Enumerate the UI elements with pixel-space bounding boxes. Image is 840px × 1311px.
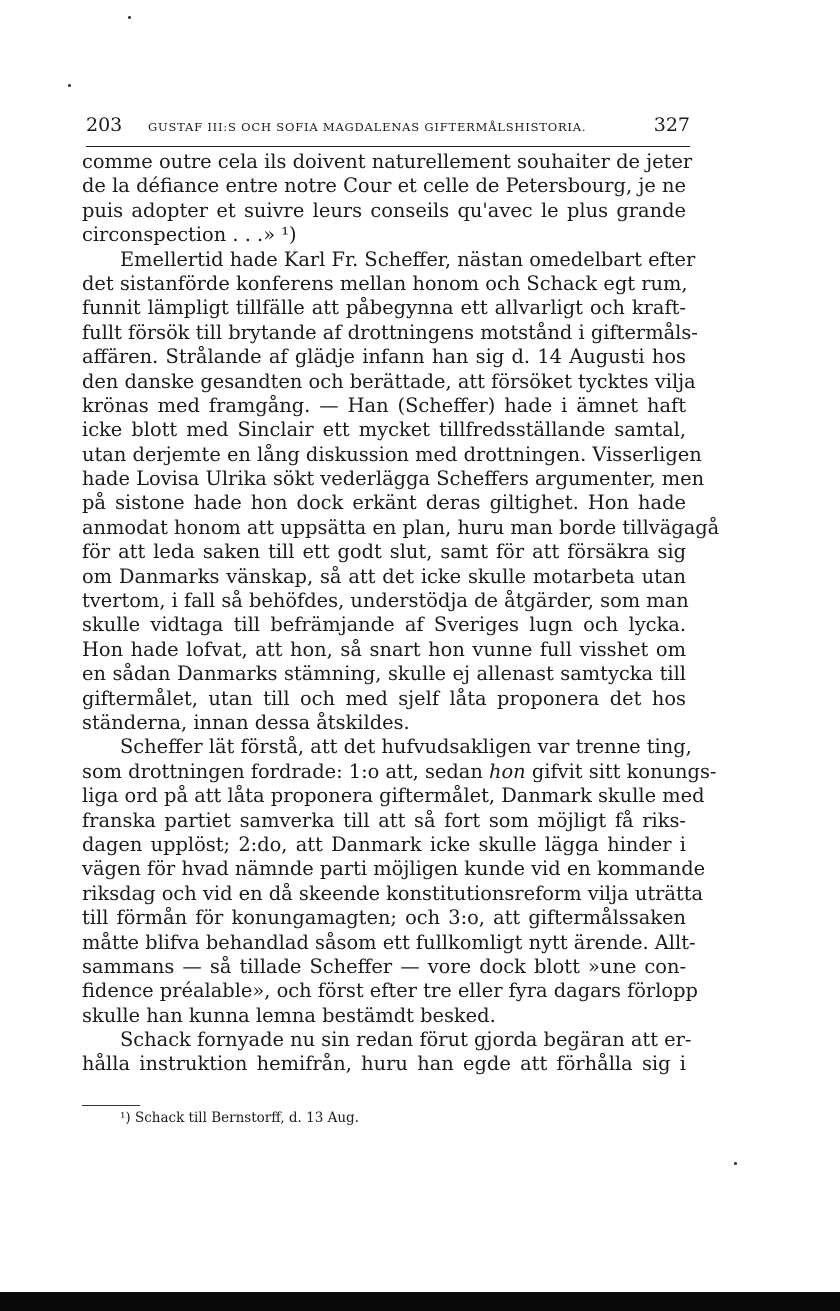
scan-border xyxy=(0,1292,840,1311)
volume-page-number: 203 xyxy=(86,114,123,136)
text-line: franska partiet samverka till att så fort som möjligt få riks- xyxy=(82,808,686,832)
text-line: liga ord på att låta proponera giftermålet, Danmark skulle med xyxy=(82,784,705,808)
text-line: fidence préalable», och först efter tre eller fyra dagars förlopp xyxy=(82,979,698,1003)
text-line: de la défiance entre notre Cour et celle de Petersbourg, je ne xyxy=(82,174,686,198)
text-line: sammans — så tillade Scheffer — vore dock blott »une con- xyxy=(82,954,686,978)
text-line: skulle han kunna lemna bestämdt besked. xyxy=(82,1003,496,1027)
text-line: hade Lovisa Ulrika sökt vederlägga Scheffers argumenter, men xyxy=(82,467,705,491)
text-segment: som drottningen fordrade: 1:o att, sedan xyxy=(82,759,490,783)
text-line: om Danmarks vänskap, så att det icke skulle motarbeta utan xyxy=(82,564,686,588)
page-number: 327 xyxy=(653,114,690,136)
text-line: den danske gesandten och berättade, att försöket tycktes vilja xyxy=(82,369,696,393)
text-line xyxy=(82,759,717,784)
text-line: på sistone hade hon dock erkänt deras giltighet. Hon hade xyxy=(82,491,686,515)
text-line: Emellertid hade Karl Fr. Scheffer, nästan omedelbart efter xyxy=(120,247,696,271)
text-line: puis adopter et suivre leurs conseils qu'avec le plus grande xyxy=(82,198,686,222)
footnote: ¹) Schack till Bernstorff, d. 13 Aug. xyxy=(120,1110,359,1126)
header-rule xyxy=(86,146,690,147)
text-line: en sådan Danmarks stämning, skulle ej allenast samtycka till xyxy=(82,662,686,686)
text-line: comme outre cela ils doivent naturellement souhaiter de jeter xyxy=(82,150,693,173)
text-line: hålla instruktion hemifrån, huru han egde att förhålla sig i xyxy=(82,1052,686,1076)
footnote-rule xyxy=(82,1105,140,1106)
text-line: det sistanförde konferens mellan honom och Schack egt rum, xyxy=(82,271,688,295)
text-line: dagen upplöst; 2:do, att Danmark icke skulle lägga hinder i xyxy=(82,832,686,856)
text-line: icke blott med Sinclair ett mycket tillfredsställande samtal, xyxy=(82,418,686,442)
running-title: GUSTAF III:S OCH SOFIA MAGDALENAS GIFTERMÅLSHISTORIA. xyxy=(148,120,587,134)
text-line: anmodat honom att uppsätta en plan, huru man borde tillvägagå xyxy=(82,515,720,539)
text-line: Hon hade lofvat, att hon, så snart hon vunne full visshet om xyxy=(82,637,686,661)
text-line: för att leda saken till ett godt slut, samt för att försäkra sig xyxy=(82,540,686,564)
text-line: skulle vidtaga till befrämjande af Sveriges lugn och lycka. xyxy=(82,613,686,637)
text-line: Scheffer lät förstå, att det hufvudsakligen var trenne ting, xyxy=(120,735,692,759)
text-line: funnit lämpligt tillfälle att påbegynna ett allvarligt och kraft- xyxy=(82,296,686,320)
text-line: circonspection . . .» ¹) xyxy=(82,223,297,247)
text-line: giftermålet, utan till och med sjelf låta proponera det hos xyxy=(82,686,686,710)
text-line: ständerna, innan dessa åtskildes. xyxy=(82,710,410,734)
italic-word: hon xyxy=(489,759,526,783)
text-line: utan derjemte en lång diskussion med drottningen. Visserligen xyxy=(82,442,702,466)
text-line: riksdag och vid en då skeende konstitutionsreform vilja uträtta xyxy=(82,881,704,905)
text-line: tvertom, i fall så behöfdes, understödja de åtgärder, som man xyxy=(82,589,689,613)
text-line: krönas med framgång. — Han (Scheffer) hade i ämnet haft xyxy=(82,393,686,417)
text-line: fullt försök till brytande af drottningens motstånd i giftermåls- xyxy=(82,320,698,344)
text-line: till förmån för konungamagten; och 3:o, att giftermålssaken xyxy=(82,906,686,930)
paper-speck xyxy=(128,16,131,19)
running-header xyxy=(86,114,690,142)
text-line: vägen för hvad nämnde parti möjligen kunde vid en kommande xyxy=(82,857,706,881)
paper-speck xyxy=(734,1162,737,1165)
text-line: Schack fornyade nu sin redan förut gjorda begäran att er- xyxy=(120,1028,692,1052)
body-text xyxy=(82,150,720,1077)
text-segment: gifvit sitt konungs- xyxy=(525,759,717,783)
text-line: affären. Strålande af glädje infann han sig d. 14 Augusti hos xyxy=(82,345,686,369)
paper-speck xyxy=(68,84,71,87)
text-line: måtte blifva behandlad såsom ett fullkomligt nytt ärende. Allt- xyxy=(82,930,696,954)
